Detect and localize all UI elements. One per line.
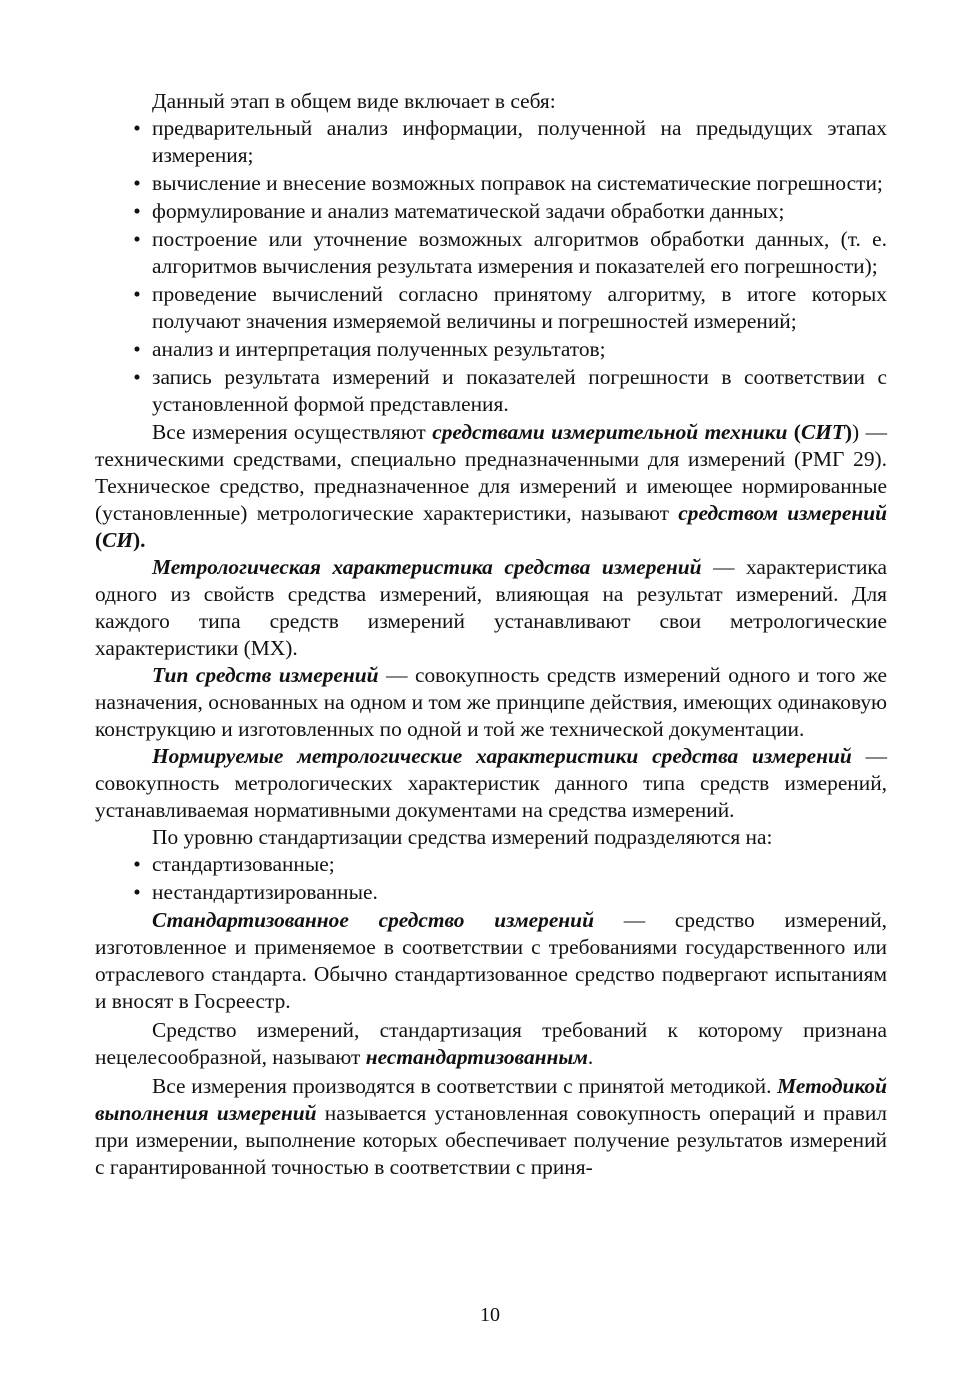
list-item: • запись результата измерений и показателей погрешности в соответствии с установленной формой представления. bbox=[95, 364, 887, 418]
non-standardized-paragraph: Средство измерений, стандартизация требований к которому признана нецелесообразной, называют нестандартизованным. bbox=[95, 1018, 887, 1069]
bullet-icon: • bbox=[133, 227, 141, 251]
list-item: • стандартизованные; bbox=[95, 851, 887, 878]
list-item: • формулирование и анализ математической задачи обработки данных; bbox=[95, 198, 887, 225]
term-measuring-instrument: средством измерений bbox=[678, 501, 887, 525]
list-item: • нестандартизированные. bbox=[95, 879, 887, 906]
measuring-technique-paragraph: Все измерения осуществляют средствами измерительной техники (СИТ)) — техническими средствами, специально предназначенными для измерений (РМГ 29). Техническое средство, предназначенное для измерений и имеющее нормированные (установленные) метрологические характеристики, называют средством измерений (СИ). bbox=[95, 420, 887, 552]
measurement-method-paragraph: Все измерения производятся в соответствии с принятой методикой. Методикой выполнения измерений называется установленная совокупность операций и правил при измерении, выполнение которых обеспечивает получение результатов измерений с гарантированной точностью в соответствии с приня- bbox=[95, 1074, 887, 1179]
abbr-si: СИ bbox=[102, 528, 134, 552]
bullet-icon: • bbox=[133, 282, 141, 306]
bullet-icon: • bbox=[133, 171, 141, 195]
list-item: • предварительный анализ информации, полученной на предыдущих этапах измерения; bbox=[95, 115, 887, 169]
abbr-sit: СИТ bbox=[800, 420, 845, 444]
list-item: • построение или уточнение возможных алгоритмов обработки данных, (т. е. алгоритмов вычисления результата измерения и показателей его погрешности); bbox=[95, 226, 887, 280]
term-measurement-method: Методикой выполнения измерений bbox=[95, 1074, 887, 1125]
list-item: • анализ и интерпретация полученных результатов; bbox=[95, 336, 887, 363]
term-metrological-characteristic: Метрологическая характеристика средства измерений bbox=[152, 555, 702, 579]
normalized-characteristics-paragraph: Нормируемые метрологические характеристики средства измерений — совокупность метрологических характеристик данного типа средств измерений, устанавливаемая нормативными документами на средства измерений. bbox=[95, 744, 887, 822]
page-body bbox=[95, 88, 887, 1181]
processing-steps-list bbox=[95, 115, 887, 418]
bullet-icon: • bbox=[133, 116, 141, 140]
term-instrument-type: Тип средств измерений bbox=[152, 663, 379, 687]
bullet-icon: • bbox=[133, 337, 141, 361]
term-standardized-instrument: Стандартизованное средство измерений bbox=[152, 908, 594, 932]
standardization-list bbox=[95, 851, 887, 906]
metrological-characteristic-paragraph: Метрологическая характеристика средства измерений — характеристика одного из свойств средства измерений, влияющая на результат измерений. Для каждого типа средств измерений устанавливают свои метрологические характеристики (МХ). bbox=[95, 555, 887, 660]
standardized-instrument-paragraph: Стандартизованное средство измерений — средство измерений, изготовленное и применяемое в соответствии с требованиями государственного или отраслевого стандарта. Обычно стандартизованное средство подвергают испытаниям и вносят в Госреестр. bbox=[95, 908, 887, 1013]
intro-paragraph: Данный этап в общем виде включает в себя: bbox=[152, 89, 556, 113]
term-normalized-characteristics: Нормируемые метрологические характеристики средства измерений bbox=[152, 744, 852, 768]
standardization-level-paragraph: По уровню стандартизации средства измерений подразделяются на: bbox=[152, 825, 773, 849]
term-measuring-technique: средствами измерительной техники bbox=[432, 420, 788, 444]
bullet-icon: • bbox=[133, 880, 141, 904]
bullet-icon: • bbox=[133, 365, 141, 389]
bullet-icon: • bbox=[133, 199, 141, 223]
bullet-icon: • bbox=[133, 852, 141, 876]
instrument-type-paragraph: Тип средств измерений — совокупность средств измерений одного и того же назначения, основанных на одном и том же принципе действия, имеющих одинаковую конструкцию и изготовленных по одной и той же технической документации. bbox=[95, 663, 887, 741]
term-non-standardized: нестандартизованным bbox=[365, 1045, 588, 1069]
page-number: 10 bbox=[480, 1304, 500, 1326]
list-item: • проведение вычислений согласно принятому алгоритму, в итоге которых получают значения измеряемой величины и погрешностей измерений; bbox=[95, 281, 887, 335]
list-item: • вычисление и внесение возможных поправок на систематические погрешности; bbox=[95, 170, 887, 197]
